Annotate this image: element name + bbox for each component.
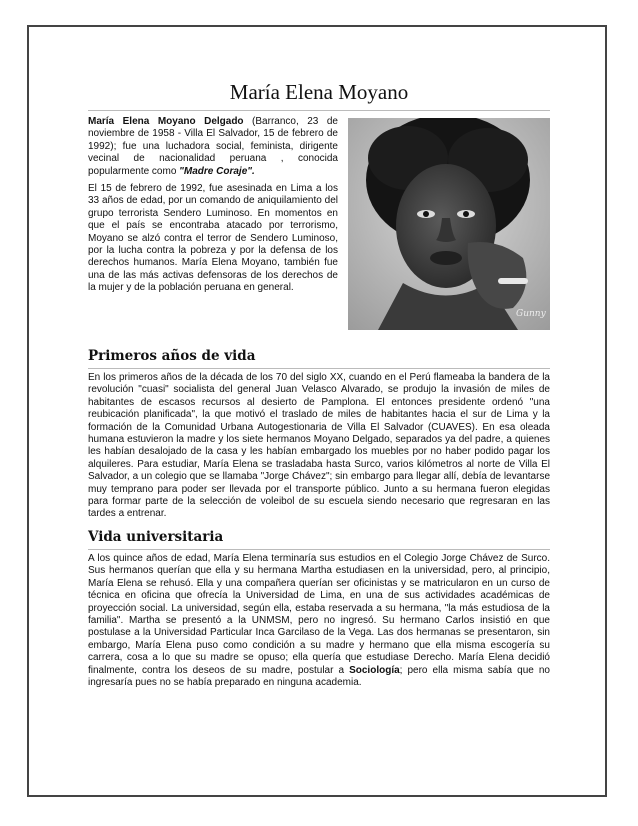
section-divider	[88, 549, 550, 550]
sociologia-bold: Sociología	[349, 664, 400, 676]
full-name: María Elena Moyano Delgado	[88, 116, 244, 127]
intro-paragraph-2: El 15 de febrero de 1992, fue asesinada en Lima a los 33 años de edad, por un comando de aniquilamiento del grupo terrorista Sendero Luminoso. En momentos en que el país se encontraba atacado por terrorismo, Moyano se alzó contra el terror de Sendero Luminoso, por la lucha contra la pobreza y por la defensa de los derechos humanos. María Elena Moyano, también fue una de las más activas defensoras de los derechos de la mujer y de la población peruana en general.	[88, 183, 338, 294]
section-divider	[88, 368, 550, 369]
intro-paragraph-1	[88, 116, 338, 178]
section-heading-early-life: Primeros años de vida	[88, 348, 256, 364]
nickname: "Madre Coraje".	[179, 165, 255, 177]
section-heading-university: Vida universitaria	[88, 528, 224, 545]
intro-text	[88, 116, 338, 300]
page-title: María Elena Moyano	[229, 80, 409, 104]
section-text-early-life: En los primeros años de la década de los 70 del siglo XX, cuando en el Perú flameaba la bandera de la revolución "cuasi" socialista del general Juan Velasco Alvarado, se produjo la invasión de miles de habitantes de escasos recursos al desierto de Pamplona. El entonces presidente ordenó "una reubicación planificada", la que motivó el traslado de miles de habitantes hacia el sur de Lima y la formación de la Comunidad Urbana Autogestionaria de Villa El Salvador (CUAVES). En esa oleada humana estuvieron la madre y los siete hermanos Moyano Delgado, separados ya del padre, a quienes les habían desalojado de la casa y les habían embargado los muebles por no haber podido pagar los alquileres. Para estudiar, María Elena se trasladaba hasta Surco, varios kilómetros al norte de Villa El Salvador, a un colegio que se llamaba "Jorge Chávez"; sin embargo para llegar allí, debía de levantarse muy temprano para poder ser llevada por el transporte público. Junto a su hermana fueron elegidas para formar parte de la selección de voleibol de su escuela siendo necesario que regresaran en las tardes a entrenar.	[88, 372, 550, 520]
document-content	[88, 80, 550, 697]
photo-signature: Gunny	[516, 309, 546, 319]
intro-block	[88, 116, 550, 348]
section-text-university: A los quince años de edad, María Elena terminaría sus estudios en el Colegio Jorge Chávez de Surco. Sus hermanos querían que ella y su hermana Martha estudiasen en la universidad, pero, al principio, María Elena se rehusó. Ella y una compañera querían ser oficinistas y se matricularon en un curso de técnica en oficina que ofrecía la Universidad de Lima, en una de sus actividades académicas de proyección social. La universidad, según ella, estaba reservada a su hermana, "la más estudiosa de la familia". Martha se presentó a la UNMSM, pero no ingresó. Su hermano Carlos insistió en que postulase a la Universidad Particular Inca Garcilaso de la Vega. Las dos hermanas se presentaron, sin embargo, María Elena puso como condición a su madre y hermano que ella misma escogería su carrera, cosa a lo que su madre se opuso; ella quería que estudiase Derecho. María Elena decidió finalmente, contra los deseos de su madre, postular a Sociología; pero ella misma sabía que no ingresaría pues no se había preparado en ninguna academia.	[88, 552, 550, 688]
intro-p1-text: (Barranco, 23 de noviembre de 1958 - Villa El Salvador, 15 de febrero de 1992); fue una luchadora social, feminista, dirigente vecinal de nacionalidad peruana , conocida popularmente como	[88, 116, 338, 177]
portrait-photo	[348, 118, 550, 330]
title-divider	[88, 110, 550, 111]
